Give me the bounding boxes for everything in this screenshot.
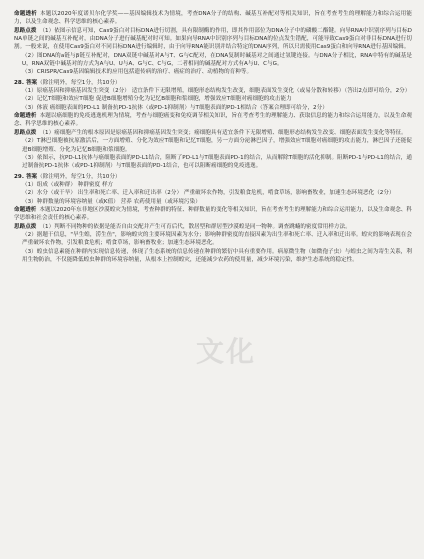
question-29 <box>14 173 412 265</box>
hint-paragraph: （2）据题干信息，"旱生蝗，涝生鱼"，影响蝗灾的主要环境因素为水分；影响种群密度的直接因素为出生率和死亡率、迁入率和迁出率。蝗灾的影响表现在会严重破坏农作物，引发粮食危机；啃食草场，影响畜牧业；加速生态环境恶化。 <box>22 231 412 247</box>
label-proposition-analysis: 命题透析 <box>14 113 37 120</box>
label-solution-hint: 思路点拨 <box>14 129 37 136</box>
question-29-heading: 29. 答案 <box>14 173 38 180</box>
hint-paragraph: （3）蝗虫信息素能在种群内实现信息传递，体现了生态系统的信息传递在种群的繁衍中具有重要作用。病原微生物（如微孢子虫）与蝗虫之间为寄生关系，利用生物防治，不仅能降低蝗虫种群的环境容纳量，从根本上控制蝗灾，还能减少农药的使用量，减少环境污染，维护生态系统的稳定性。 <box>22 248 412 263</box>
watermark: 文化 <box>196 335 257 368</box>
answer-item: （1）组成（或种群） 种群密度 样方 <box>22 181 114 188</box>
solution-hint-text: （1）判断不同物种的依据是能否自由交配并产生可育后代，散居型和群居型沙漠蝗是同一物种。调查跳蝻的密度常用样方法。 <box>39 223 351 230</box>
proposition-analysis-text: 本题以2020年东非地区沙漠蝗灾为情境，考查种群的特征、种群数量的变化等相关知识，旨在考查考生的理解能力和综合运用能力，以及生命观念、科学思维和社会责任的核心素养。 <box>14 206 413 222</box>
solution-hint-text: （1）癌细胞产生的根本原因是原癌基因和抑癌基因发生突变；癌细胞具有适宜条件下无限增殖、细胞形态结构发生改变、细胞表面发生变化等特征。 <box>39 129 407 136</box>
question-28-heading: 28. 答案 <box>14 79 38 86</box>
section-27-analysis <box>14 10 412 77</box>
hint-paragraph: （3）CRISPR/Cas9基因编辑技术的应用包括遗传病的治疗、癌症的治疗、动植物的育种等。 <box>22 69 253 76</box>
answer-item: （2）记忆T细胞和效应T细胞 促进B细胞增殖分化为记忆B细胞和浆细胞，增强效应T细胞对癌细胞的攻击能力 <box>22 96 292 103</box>
answer-item: （1）原癌基因和抑癌基因发生突变（2分） 适宜条件下无限增殖，细胞形态结构发生改变，细胞表面发生变化（或易分散和转移）（答出2点即可给分，2分） <box>22 88 411 95</box>
proposition-analysis-text: 本题以癌细胞的免疫逃逸机理为情境，考查与细胞癌变和免疫调节相关知识，旨在考查考生的理解能力、获取信息的能力和综合运用能力，以及生命观念、科学思维的核心素养。 <box>14 113 412 128</box>
solution-hint-text: （1）依图示信息可知，Cas9蛋白对目标DNA进行切割，具有限制酶的作用，即其作用部位为DNA分子中的磷酸二酯键。向导RNA中识别序列与目标DNA单链之间的碱基互补配对，由DNA分子进行碱基配对时可知。如果向导RNA中识别序列与目标DNA的位点发生错配，可能导致Cas9蛋白对非目标DNA进行切割。一般来说，在使用Cas9蛋白对不同目标DNA进行编辑时，由于向导RNA能识别并结合特定的DNA序列，所以只需使用Cas9蛋白和向导RNA进行基因编辑。 <box>14 27 413 51</box>
label-proposition-analysis: 命题透析 <box>14 11 38 17</box>
label-proposition-analysis: 命题透析 <box>14 206 37 213</box>
hint-paragraph: （3）依图示，抗PD-L1抗体与癌细胞表面的PD-L1结合，阻断了PD-L1与T细胞表面PD-1的结合，从而解除T细胞的活化抑制。阻断PD-1与PD-L1的结合，通过制备抗PD-1抗体（或PD-1抑制剂）与T细胞表面的PD-1结合，也可以阻断癌细胞的免疫逃逸。 <box>22 154 412 170</box>
question-28-score: （除注明外，每空1分，共10分） <box>37 79 121 86</box>
hint-paragraph: （2）T淋巴细胞被抗原激活后，一方面增殖、分化为效应T细胞和记忆T细胞，另一方面分泌淋巴因子，增强效应T细胞对癌细胞的攻击能力，淋巴因子还能促进B细胞增殖、分化为记忆B细胞和浆细胞。 <box>22 138 412 153</box>
hint-paragraph: （2）图DNA的a链与β链互补配对，DNA双链中碱基对A与T、G与C配对，在DNA复制时碱基对之间通过氢键连接。与DNA分子相比，RNA中特有的碱基是U，RNA双链中碱基对的方式为A与U、U与A、G与C、C与G，二者相同的碱基配对方式有A与U、C与G。 <box>22 52 412 68</box>
answer-item: （3）种群数量的环境容纳量（或K值） 营养 农药使用量（或环境污染） <box>22 198 201 205</box>
question-29-score: （除注明外，每空1分，共10分） <box>37 173 121 180</box>
label-solution-hint: 思路点拨 <box>14 223 37 230</box>
label-solution-hint: 思路点拨 <box>14 27 37 34</box>
question-28 <box>14 79 412 171</box>
answer-item: （2）水分（或干旱） 出生率和死亡率、迁入率和迁出率（2分） 严重破坏农作物，引发粮食危机，啃食草场，影响畜牧业，加速生态环境恶化（2分） <box>22 190 395 197</box>
answer-item: （3）体液 癌细胞表面的PD-L1 制备抗PD-1抗体（或PD-1抑制剂）与T细胞表面的PD-1相结合（答案合理即可给分，2分） <box>22 104 328 111</box>
proposition-analysis-text: 本题以2020年度诺贝尔化学奖——基因编辑技术为情境，考查DNA分子的结构、碱基互补配对等相关知识，旨在考查考生的理解能力和综合运用能力，以及生命观念、科学思维的核心素养。 <box>14 11 412 26</box>
